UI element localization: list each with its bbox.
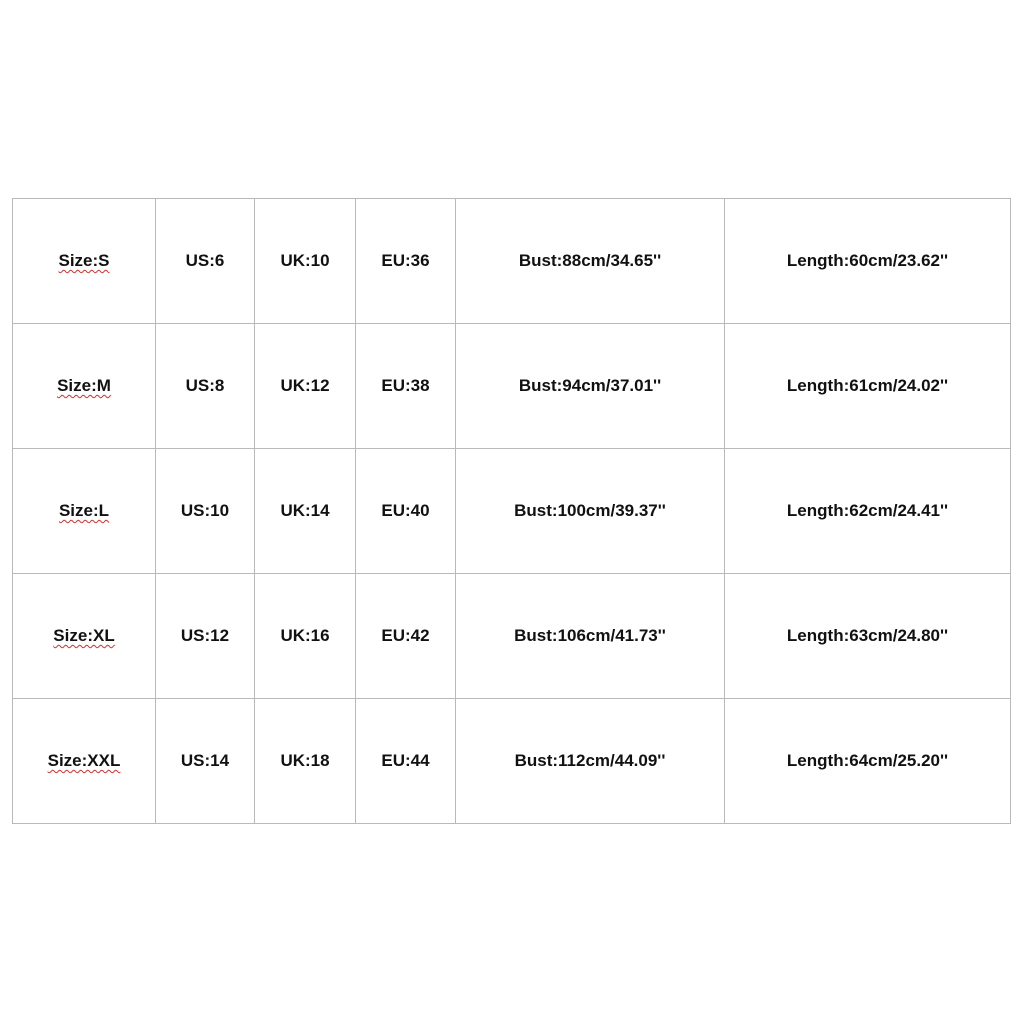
size-label: Size:M	[57, 376, 111, 395]
bust-cell: Bust:94cm/37.01''	[456, 324, 725, 449]
us-size-cell: US:10	[156, 449, 255, 574]
table-row	[13, 199, 1011, 324]
table-row	[13, 699, 1011, 824]
length-cell: Length:61cm/24.02''	[725, 324, 1011, 449]
bust-cell: Bust:106cm/41.73''	[456, 574, 725, 699]
size-chart-table	[12, 198, 1011, 824]
table-row	[13, 574, 1011, 699]
us-size-cell: US:14	[156, 699, 255, 824]
table-row	[13, 449, 1011, 574]
uk-size-cell: UK:18	[255, 699, 356, 824]
us-size-cell: US:6	[156, 199, 255, 324]
eu-size-cell: EU:36	[356, 199, 456, 324]
size-cell	[13, 699, 156, 824]
eu-size-cell: EU:44	[356, 699, 456, 824]
table-row	[13, 324, 1011, 449]
size-cell	[13, 324, 156, 449]
size-label: Size:XXL	[47, 751, 121, 770]
size-label: Size:S	[58, 251, 110, 270]
size-cell	[13, 449, 156, 574]
size-cell	[13, 574, 156, 699]
eu-size-cell: EU:42	[356, 574, 456, 699]
size-cell	[13, 199, 156, 324]
length-cell: Length:60cm/23.62''	[725, 199, 1011, 324]
bust-cell: Bust:100cm/39.37''	[456, 449, 725, 574]
bust-cell: Bust:88cm/34.65''	[456, 199, 725, 324]
length-cell: Length:64cm/25.20''	[725, 699, 1011, 824]
length-cell: Length:63cm/24.80''	[725, 574, 1011, 699]
uk-size-cell: UK:10	[255, 199, 356, 324]
eu-size-cell: EU:40	[356, 449, 456, 574]
size-label: Size:XL	[53, 626, 115, 645]
uk-size-cell: UK:12	[255, 324, 356, 449]
bust-cell: Bust:112cm/44.09''	[456, 699, 725, 824]
eu-size-cell: EU:38	[356, 324, 456, 449]
uk-size-cell: UK:16	[255, 574, 356, 699]
uk-size-cell: UK:14	[255, 449, 356, 574]
length-cell: Length:62cm/24.41''	[725, 449, 1011, 574]
us-size-cell: US:12	[156, 574, 255, 699]
size-label: Size:L	[58, 501, 110, 520]
us-size-cell: US:8	[156, 324, 255, 449]
